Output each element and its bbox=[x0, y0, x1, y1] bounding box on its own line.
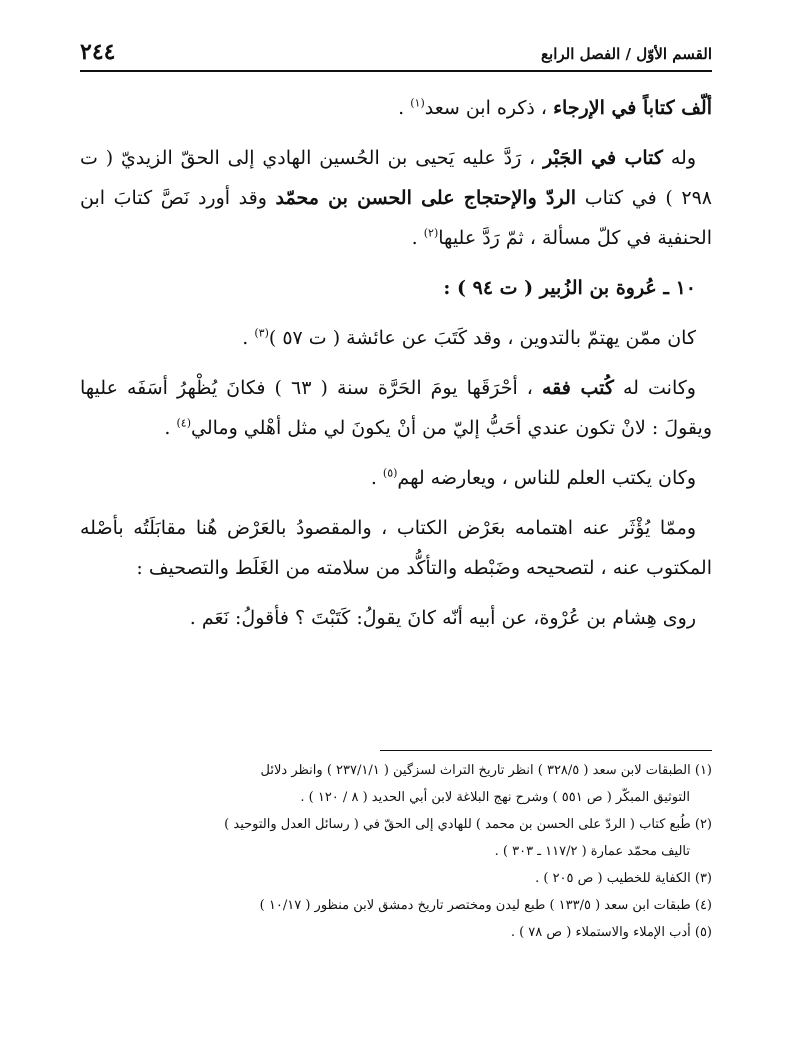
footnote-ref-1: (١) bbox=[410, 96, 425, 110]
footnote-3: (٣) الكفاية للخطيب ( ص ٢٠٥ ) . bbox=[535, 871, 712, 886]
paragraph-4 bbox=[80, 368, 712, 448]
book-title-irja: ألّف كتاباً في الإرجاء bbox=[553, 97, 712, 119]
footnote-2-line-2: تاليف محمّد عمارة ( ١١٧/٢ ـ ٣٠٣ ) . bbox=[494, 844, 690, 859]
p3-text: كان ممّن يهتمّ بالتدوين ، وقد كَتَبَ عن عائشة ( ت ٥٧ ) bbox=[268, 327, 696, 349]
p2-text-e: وقد أورد نَصَّ كتابَ ابن الحنفية في كلّ مسألة ، ثمّ رَدَّ عليها bbox=[80, 187, 712, 249]
footnote-2 bbox=[80, 811, 712, 865]
paragraph-7: روى هِشام بن عُرْوة، عن أبيه أنّه كانَ يقولُ: كَتَبْتَ ؟ فأقولُ: نَعَم . bbox=[189, 607, 696, 629]
p5-text: وكان يكتب العلم للناس ، ويعارضه لهم bbox=[397, 467, 696, 489]
p1-text: ، ذكره ابن سعد bbox=[424, 97, 548, 119]
paragraph-5 bbox=[80, 458, 712, 498]
footnote-ref-4: (٤) bbox=[176, 416, 191, 430]
p5-end: . bbox=[370, 467, 377, 489]
footnote-2-line-1: (٢) طُبع كتاب ( الردّ على الحسن بن محمد ) للهادي إلى الحقّ في ( رسائل العدل والتوحيد ) bbox=[224, 817, 712, 832]
footnotes bbox=[80, 757, 712, 946]
p4-end: . bbox=[164, 417, 171, 439]
main-text bbox=[80, 88, 712, 648]
p1-end: . bbox=[398, 97, 405, 119]
footnote-ref-2: (٢) bbox=[423, 226, 439, 240]
running-title: القسم الأوّل / الفصل الرابع bbox=[541, 45, 712, 63]
footnote-ref-5: (٥) bbox=[382, 466, 398, 480]
paragraph-6: وممّا يُؤْثَر عنه اهتمامه بعَرْض الكتاب ، والمقصودُ بالعَرْض هُنا مقابَلَتُه بأصْله المكتوب عنه ، لتصحيحه وضَبْطه والتأكُّد من سلامته من الغَلَط والتصحيف : bbox=[80, 517, 712, 579]
footnote-1 bbox=[80, 757, 712, 811]
footnote-1-line-1: (١) الطبقات لابن سعد ( ٣٢٨/٥ ) انظر تاريخ التراث لسزگين ( ٢٣٧/١/١ ) وانظر دلائل bbox=[260, 763, 712, 778]
footnote-separator bbox=[380, 750, 712, 751]
book-title-fiqh: كُتب فقه bbox=[541, 377, 614, 399]
paragraph-3 bbox=[80, 318, 712, 358]
page-number: ٢٤٤ bbox=[80, 39, 116, 65]
p3-end: . bbox=[242, 327, 249, 349]
footnote-4: (٤) طبقات ابن سعد ( ١٣٣/٥ ) طبع ليدن ومختصر تاريخ دمشق لابن منظور ( ١٠/١٧ ) bbox=[259, 898, 712, 913]
section-heading: ١٠ ـ عُروة بن الزُبير ( ت ٩٤ ) : bbox=[443, 277, 696, 299]
page-header bbox=[80, 30, 712, 72]
footnote-1-line-2: التوثيق المبكّر ( ص ٥٥١ ) وشرح نهج البلاغة لابن أبي الحديد ( ٨ / ١٢٠ ) . bbox=[300, 790, 690, 805]
paragraph-2 bbox=[80, 138, 712, 258]
p4-text-c: ، أحْرَقَها يومَ الحَرَّة سنة ( ٦٣ ) فكانَ يُظْهرُ أسَفَه عليها ويقولَ : لانْ تكون عندي أحَبُّ إليّ من أنْ يكونَ لي مثل أهْلي ومالي bbox=[80, 377, 712, 439]
footnote-5: (٥) أدب الإملاء والاستملاء ( ص ٧٨ ) . bbox=[510, 925, 712, 940]
p2-end: . bbox=[411, 227, 418, 249]
p2-text-c: ، رَدَّ عليه يَحيى بن الحُسين الهادي إلى الحقّ الزيديّ ( ت ٢٩٨ ) في كتاب bbox=[80, 147, 712, 209]
book-title-jabr: كتاب في الجَبْر bbox=[543, 147, 663, 169]
footnote-ref-3: (٣) bbox=[254, 326, 269, 340]
paragraph-1 bbox=[80, 88, 712, 128]
p4-text-a: وكانت له bbox=[623, 377, 696, 399]
book-title-radd: الردّ والإحتجاج على الحسن بن محمّد bbox=[275, 187, 577, 209]
p2-text-a: وله bbox=[670, 147, 696, 169]
